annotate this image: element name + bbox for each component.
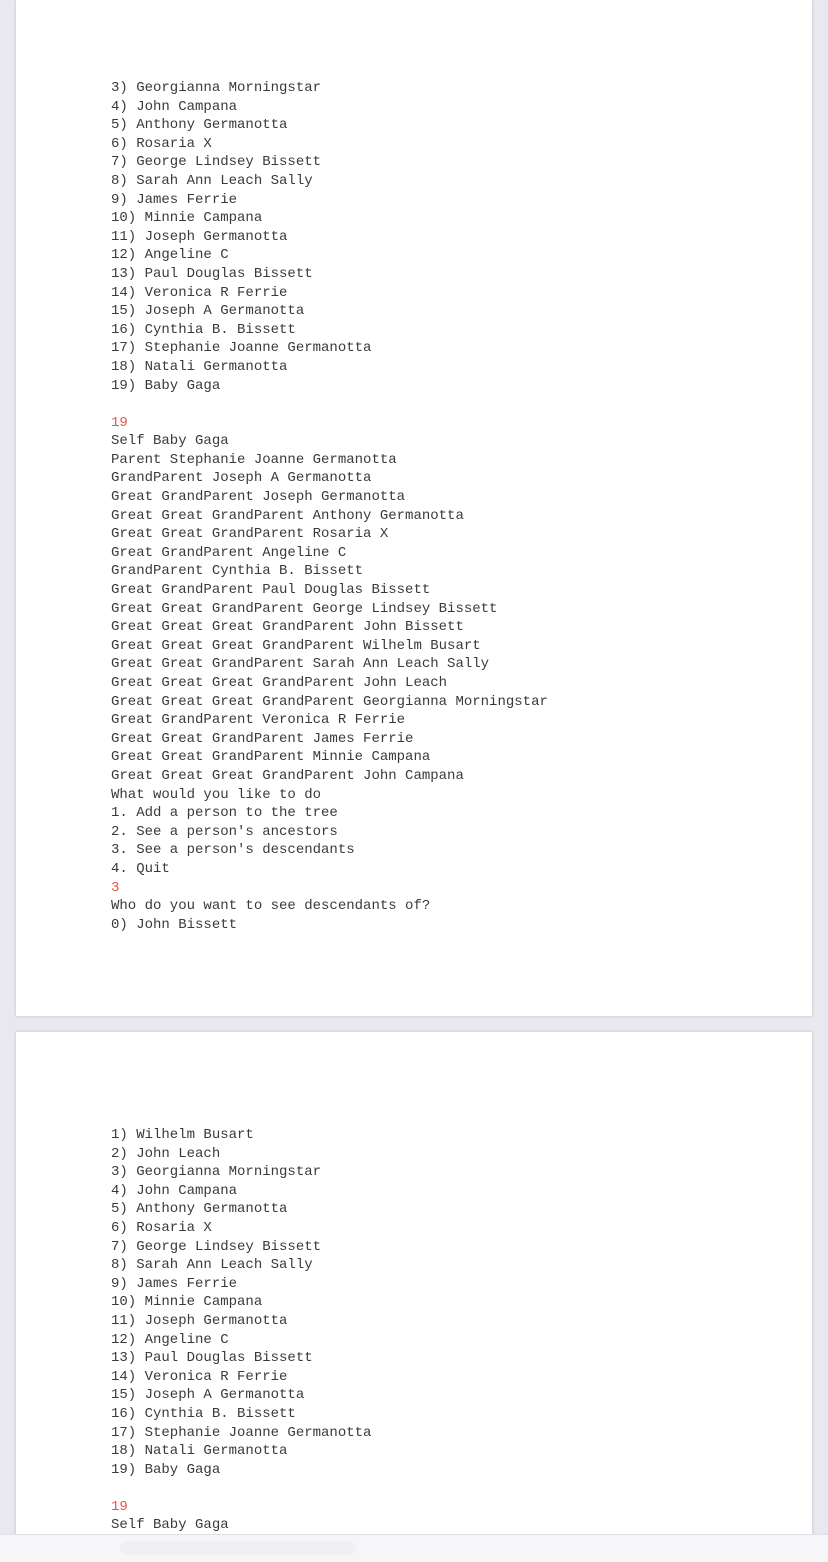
- output-line: GrandParent Joseph A Germanotta: [111, 470, 372, 487]
- output-line: 18) Natali Germanotta: [111, 1443, 288, 1460]
- output-line: Great Great GrandParent Rosaria X: [111, 526, 389, 543]
- document-page-2: [16, 1032, 812, 1552]
- output-line: 8) Sarah Ann Leach Sally: [111, 172, 313, 189]
- output-line: Great Great GrandParent James Ferrie: [111, 730, 414, 747]
- output-line: Who do you want to see descendants of?: [111, 898, 431, 915]
- output-line: 7) George Lindsey Bissett: [111, 154, 322, 171]
- output-line: Self Baby Gaga: [111, 1517, 229, 1534]
- output-line: Great GrandParent Veronica R Ferrie: [111, 712, 406, 729]
- output-line: Great Great GrandParent Anthony Germanotta: [111, 507, 464, 524]
- output-line: 4) John Campana: [111, 1182, 238, 1199]
- output-line: Great Great Great GrandParent John Bissett: [111, 619, 464, 636]
- output-line: 1) Wilhelm Busart: [111, 1127, 254, 1143]
- output-line: 17) Stephanie Joanne Germanotta: [111, 1424, 372, 1441]
- output-line: 8) Sarah Ann Leach Sally: [111, 1257, 313, 1274]
- user-input-line: 19: [111, 1498, 128, 1515]
- output-line: 5) Anthony Germanotta: [111, 117, 288, 134]
- output-line: 14) Veronica R Ferrie: [111, 1368, 288, 1385]
- output-line: 13) Paul Douglas Bissett: [111, 1350, 313, 1367]
- output-line: 3) Georgianna Morningstar: [111, 80, 322, 96]
- output-line: 15) Joseph A Germanotta: [111, 1387, 305, 1404]
- document-page-1: [16, 0, 812, 1016]
- output-line: 16) Cynthia B. Bissett: [111, 321, 296, 338]
- output-line: 5) Anthony Germanotta: [111, 1201, 288, 1218]
- output-line: Great GrandParent Angeline C: [111, 544, 347, 561]
- output-line: Great Great Great GrandParent Wilhelm Busart: [111, 637, 481, 654]
- output-line: 7) George Lindsey Bissett: [111, 1238, 322, 1255]
- output-line: 19) Baby Gaga: [111, 377, 221, 394]
- output-line: 3. See a person's descendants: [111, 842, 355, 859]
- output-line: Great Great GrandParent Minnie Campana: [111, 749, 431, 766]
- output-line: Great Great GrandParent George Lindsey Bissett: [111, 600, 498, 617]
- output-line: 6) Rosaria X: [111, 1219, 212, 1236]
- output-line: Great GrandParent Paul Douglas Bissett: [111, 582, 431, 599]
- console-output: [111, 1126, 371, 1535]
- output-line: 18) Natali Germanotta: [111, 358, 288, 375]
- output-line: 3) Georgianna Morningstar: [111, 1164, 322, 1181]
- output-line: 12) Angeline C: [111, 247, 229, 264]
- output-line: 0) John Bissett: [111, 916, 238, 933]
- blank-line: [111, 395, 548, 414]
- output-line: 4) John Campana: [111, 98, 238, 115]
- scroll-indicator[interactable]: [120, 1541, 356, 1555]
- output-line: Great Great Great GrandParent John Campana: [111, 767, 464, 784]
- output-line: Parent Stephanie Joanne Germanotta: [111, 451, 397, 468]
- output-line: 9) James Ferrie: [111, 191, 238, 208]
- output-line: 4. Quit: [111, 860, 170, 877]
- output-line: Great Great GrandParent Sarah Ann Leach Sally: [111, 656, 490, 673]
- output-line: 15) Joseph A Germanotta: [111, 303, 305, 320]
- output-line: 16) Cynthia B. Bissett: [111, 1405, 296, 1422]
- output-line: 19) Baby Gaga: [111, 1461, 221, 1478]
- output-line: 6) Rosaria X: [111, 135, 212, 152]
- output-line: Self Baby Gaga: [111, 433, 229, 450]
- output-line: Great Great Great GrandParent Georgianna Morningstar: [111, 693, 548, 710]
- output-line: 2) John Leach: [111, 1145, 221, 1162]
- output-line: 10) Minnie Campana: [111, 210, 263, 227]
- console-output: [111, 79, 548, 934]
- output-line: 2. See a person's ancestors: [111, 823, 338, 840]
- user-input-line: 3: [111, 879, 120, 896]
- output-line: 1. Add a person to the tree: [111, 805, 338, 822]
- output-line: 14) Veronica R Ferrie: [111, 284, 288, 301]
- output-line: 11) Joseph Germanotta: [111, 228, 288, 245]
- output-line: 12) Angeline C: [111, 1331, 229, 1348]
- output-line: 17) Stephanie Joanne Germanotta: [111, 340, 372, 357]
- output-line: GrandParent Cynthia B. Bissett: [111, 563, 364, 580]
- user-input-line: 19: [111, 414, 128, 431]
- viewer-bottom-bar: [0, 1534, 828, 1562]
- output-line: 13) Paul Douglas Bissett: [111, 265, 313, 282]
- blank-line: [111, 1479, 371, 1498]
- output-line: 9) James Ferrie: [111, 1275, 238, 1292]
- output-line: 10) Minnie Campana: [111, 1294, 263, 1311]
- output-line: Great Great Great GrandParent John Leach: [111, 675, 448, 691]
- output-line: Great GrandParent Joseph Germanotta: [111, 489, 406, 506]
- output-line: What would you like to do: [111, 786, 322, 803]
- output-line: 11) Joseph Germanotta: [111, 1312, 288, 1329]
